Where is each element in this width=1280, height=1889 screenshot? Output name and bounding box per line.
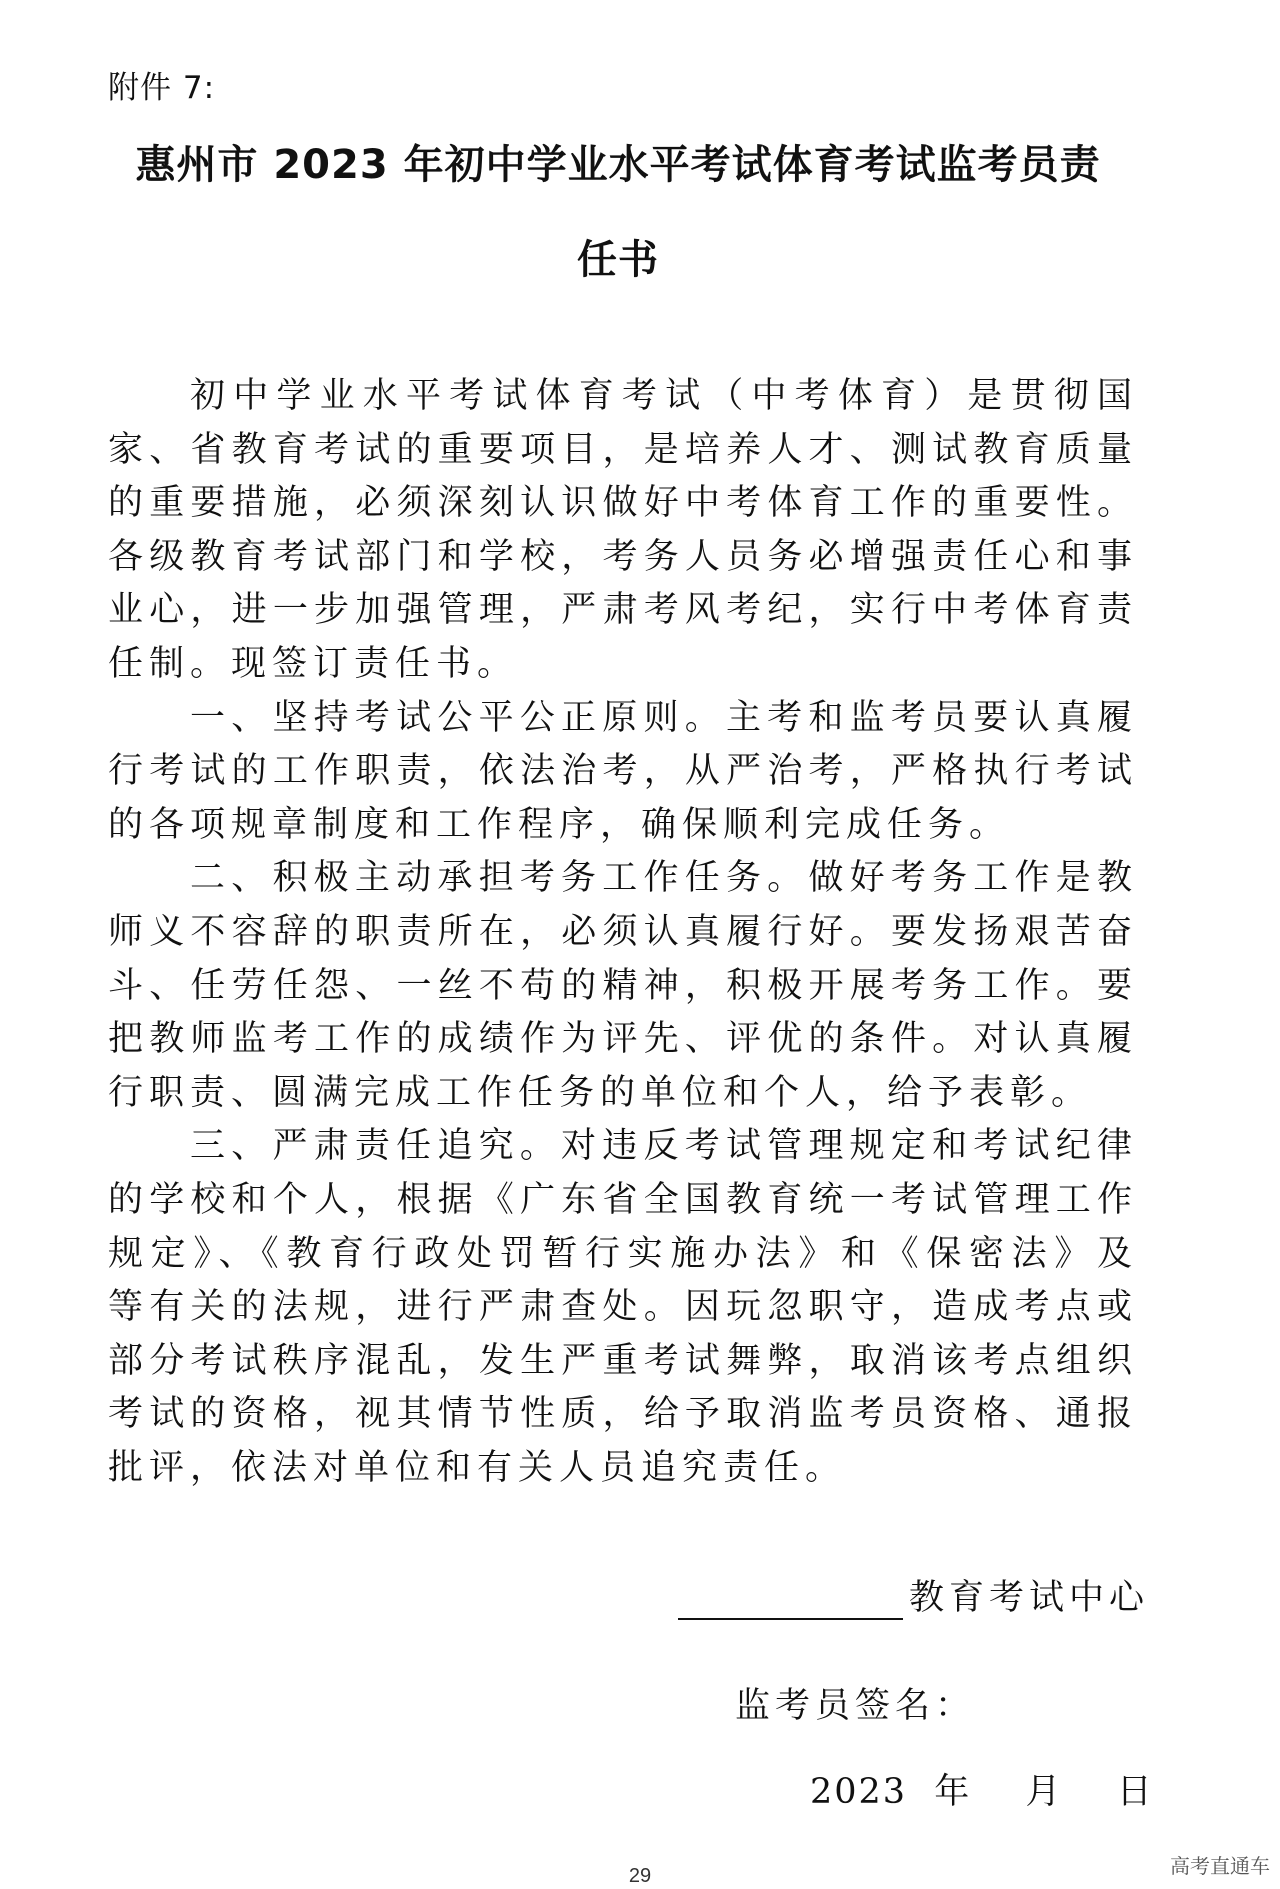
page-number: 29 <box>628 1865 652 1887</box>
clause-3-paragraph: 三、严肃责任追究。对违反考试管理规定和考试纪律的学校和个人，根据《广东省全国教育统一考试管理工作规定》、《教育行政处罚暂行实施办法》和《保密法》及等有关的法规，进行严肃查处。因玩忽职守，造成考点或部分考试秩序混乱，发生严重考试舞弊，取消该考点组织考试的资格，视其情节性质，给予取消监考员资格、通报批评，依法对单位和有关人员追究责任。 <box>108 1126 1138 1488</box>
clause-1-paragraph: 一、坚持考试公平公正原则。主考和监考员要认真履行考试的工作职责，依法治考，从严治考，严格执行考试的各项规章制度和工作程序，确保顺利完成任务。 <box>108 697 1138 845</box>
intro-paragraph: 初中学业水平考试体育考试（中考体育）是贯彻国家、省教育考试的重要项目，是培养人才、测试教育质量的重要措施，必须深刻认识做好中考体育工作的重要性。各级教育考试部门和学校，考务人员务必增强责任心和事业心，进一步加强管理，严肃考风考纪，实行中考体育责任制。现签订责任书。 <box>108 376 1138 684</box>
document-title-line-2: 任书 <box>577 237 659 283</box>
watermark-text: 高考直通车 <box>1170 1854 1270 1878</box>
document-body <box>108 370 1138 1495</box>
clause-2-paragraph: 二、积极主动承担考务工作任务。做好考务工作是教师义不容辞的职责所在，必须认真履行好。要发扬艰苦奋斗、任劳任怨、一丝不苟的精神，积极开展考务工作。要把教师监考工作的成绩作为评先、评优的条件。对认真履行职责、圆满完成工作任务的单位和个人，给予表彰。 <box>108 858 1138 1113</box>
attachment-label: 附件 7: <box>108 70 216 106</box>
organization-signature-block <box>678 1570 1149 1620</box>
organization-name-suffix: 教育考试中心 <box>909 1578 1150 1618</box>
document-title-line-1: 惠州市 2023 年初中学业水平考试体育考试监考员责 <box>135 142 1101 188</box>
signature-date: 2023 年 月 日 <box>810 1772 1154 1812</box>
proctor-signature-label: 监考员签名： <box>735 1686 976 1726</box>
organization-name-blank-line <box>678 1582 903 1620</box>
